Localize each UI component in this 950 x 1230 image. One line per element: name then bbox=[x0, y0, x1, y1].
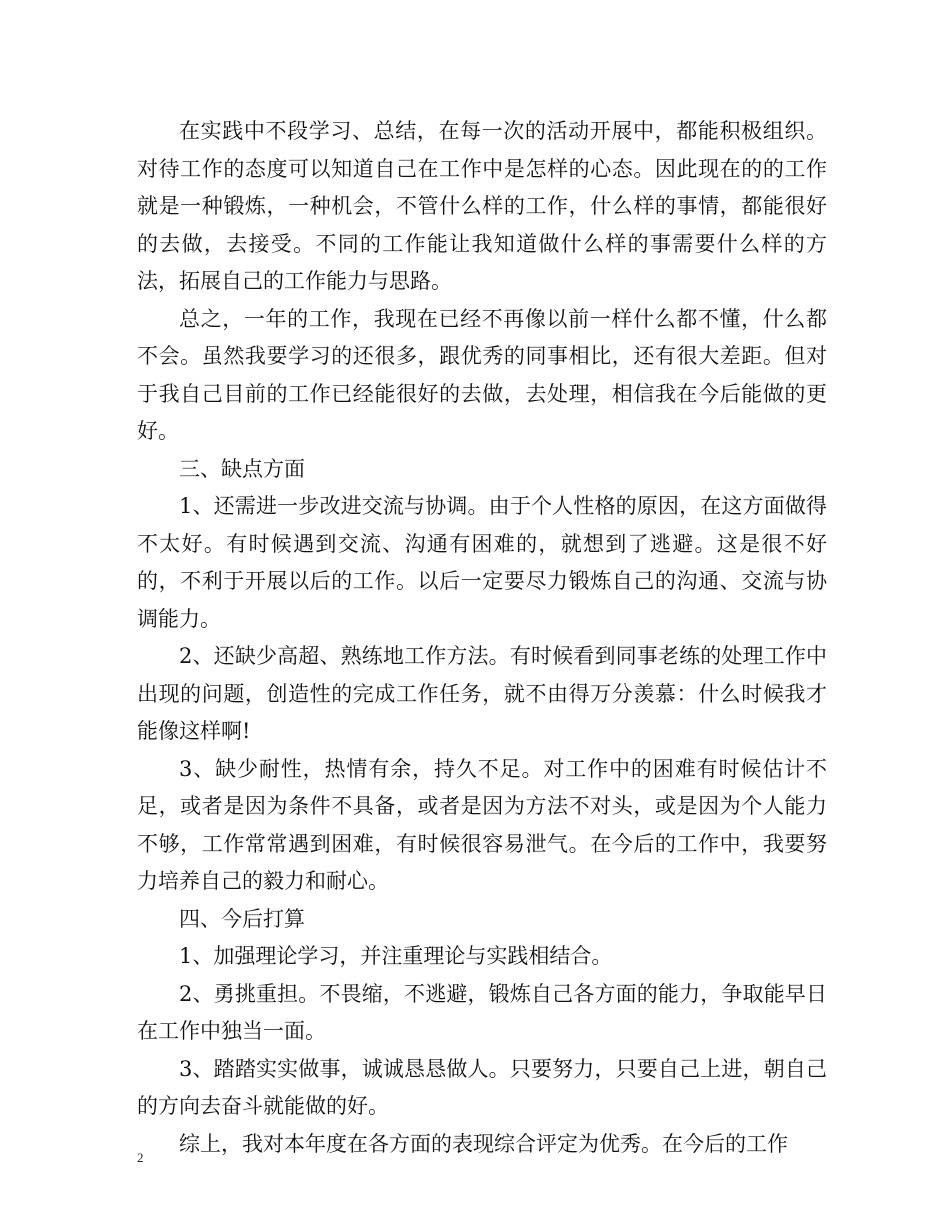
plan-item-theory-study: 1、加强理论学习，并注重理论与实践相结合。 bbox=[179, 944, 613, 968]
document-body bbox=[137, 113, 827, 1163]
plan-item-work-honestly: 3、踏踏实实做事，诚诚恳恳做人。只要努力，只要自己上进，朝自己的方向去奋斗就能做的好。 bbox=[137, 1056, 827, 1118]
paragraph-practice-summary: 在实践中不段学习、总结，在每一次的活动开展中，都能积极组织。对待工作的态度可以知道自己在工作中是怎样的心态。因此现在的的工作就是一种锻炼，一种机会，不管什么样的工作，什么样的事情，都能很好的去做，去接受。不同的工作能让我知道做什么样的事需要什么样的方法，拓展自己的工作能力与思路。 bbox=[137, 119, 827, 293]
shortcoming-item-communication: 1、还需进一步改进交流与协调。由于个人性格的原因，在这方面做得不太好。有时候遇到交流、沟通有困难的，就想到了逃避。这是很不好的，不利于开展以后的工作。以后一定要尽力锻炼自己的沟通、交流与协调能力。 bbox=[137, 494, 827, 631]
section-heading-future-plans: 四、今后打算 bbox=[179, 906, 305, 931]
paragraph-final-evaluation: 综上，我对本年度在各方面的表现综合评定为优秀。在今后的工作 bbox=[179, 1131, 788, 1156]
page-number: 2 bbox=[137, 1150, 144, 1165]
section-heading-shortcomings: 三、缺点方面 bbox=[179, 456, 305, 481]
plan-item-take-responsibility: 2、勇挑重担。不畏缩，不逃避，锻炼自己各方面的能力，争取能早日在工作中独当一面。 bbox=[137, 981, 827, 1043]
shortcoming-item-patience: 3、缺少耐性，热情有余，持久不足。对工作中的困难有时候估计不足，或者是因为条件不具备，或者是因为方法不对头，或是因为个人能力不够，工作常常遇到困难，有时候很容易泄气。在今后的工作中，我要努力培养自己的毅力和耐心。 bbox=[137, 756, 827, 893]
shortcoming-item-methods: 2、还缺少高超、熟练地工作方法。有时候看到同事老练的处理工作中出现的问题，创造性的完成工作任务，就不由得万分羡慕：什么时候我才能像这样啊! bbox=[137, 644, 827, 743]
paragraph-year-conclusion: 总之，一年的工作，我现在已经不再像以前一样什么都不懂，什么都不会。虽然我要学习的还很多，跟优秀的同事相比，还有很大差距。但对于我自己目前的工作已经能很好的去做，去处理，相信我在今后能做的更好。 bbox=[137, 306, 827, 443]
